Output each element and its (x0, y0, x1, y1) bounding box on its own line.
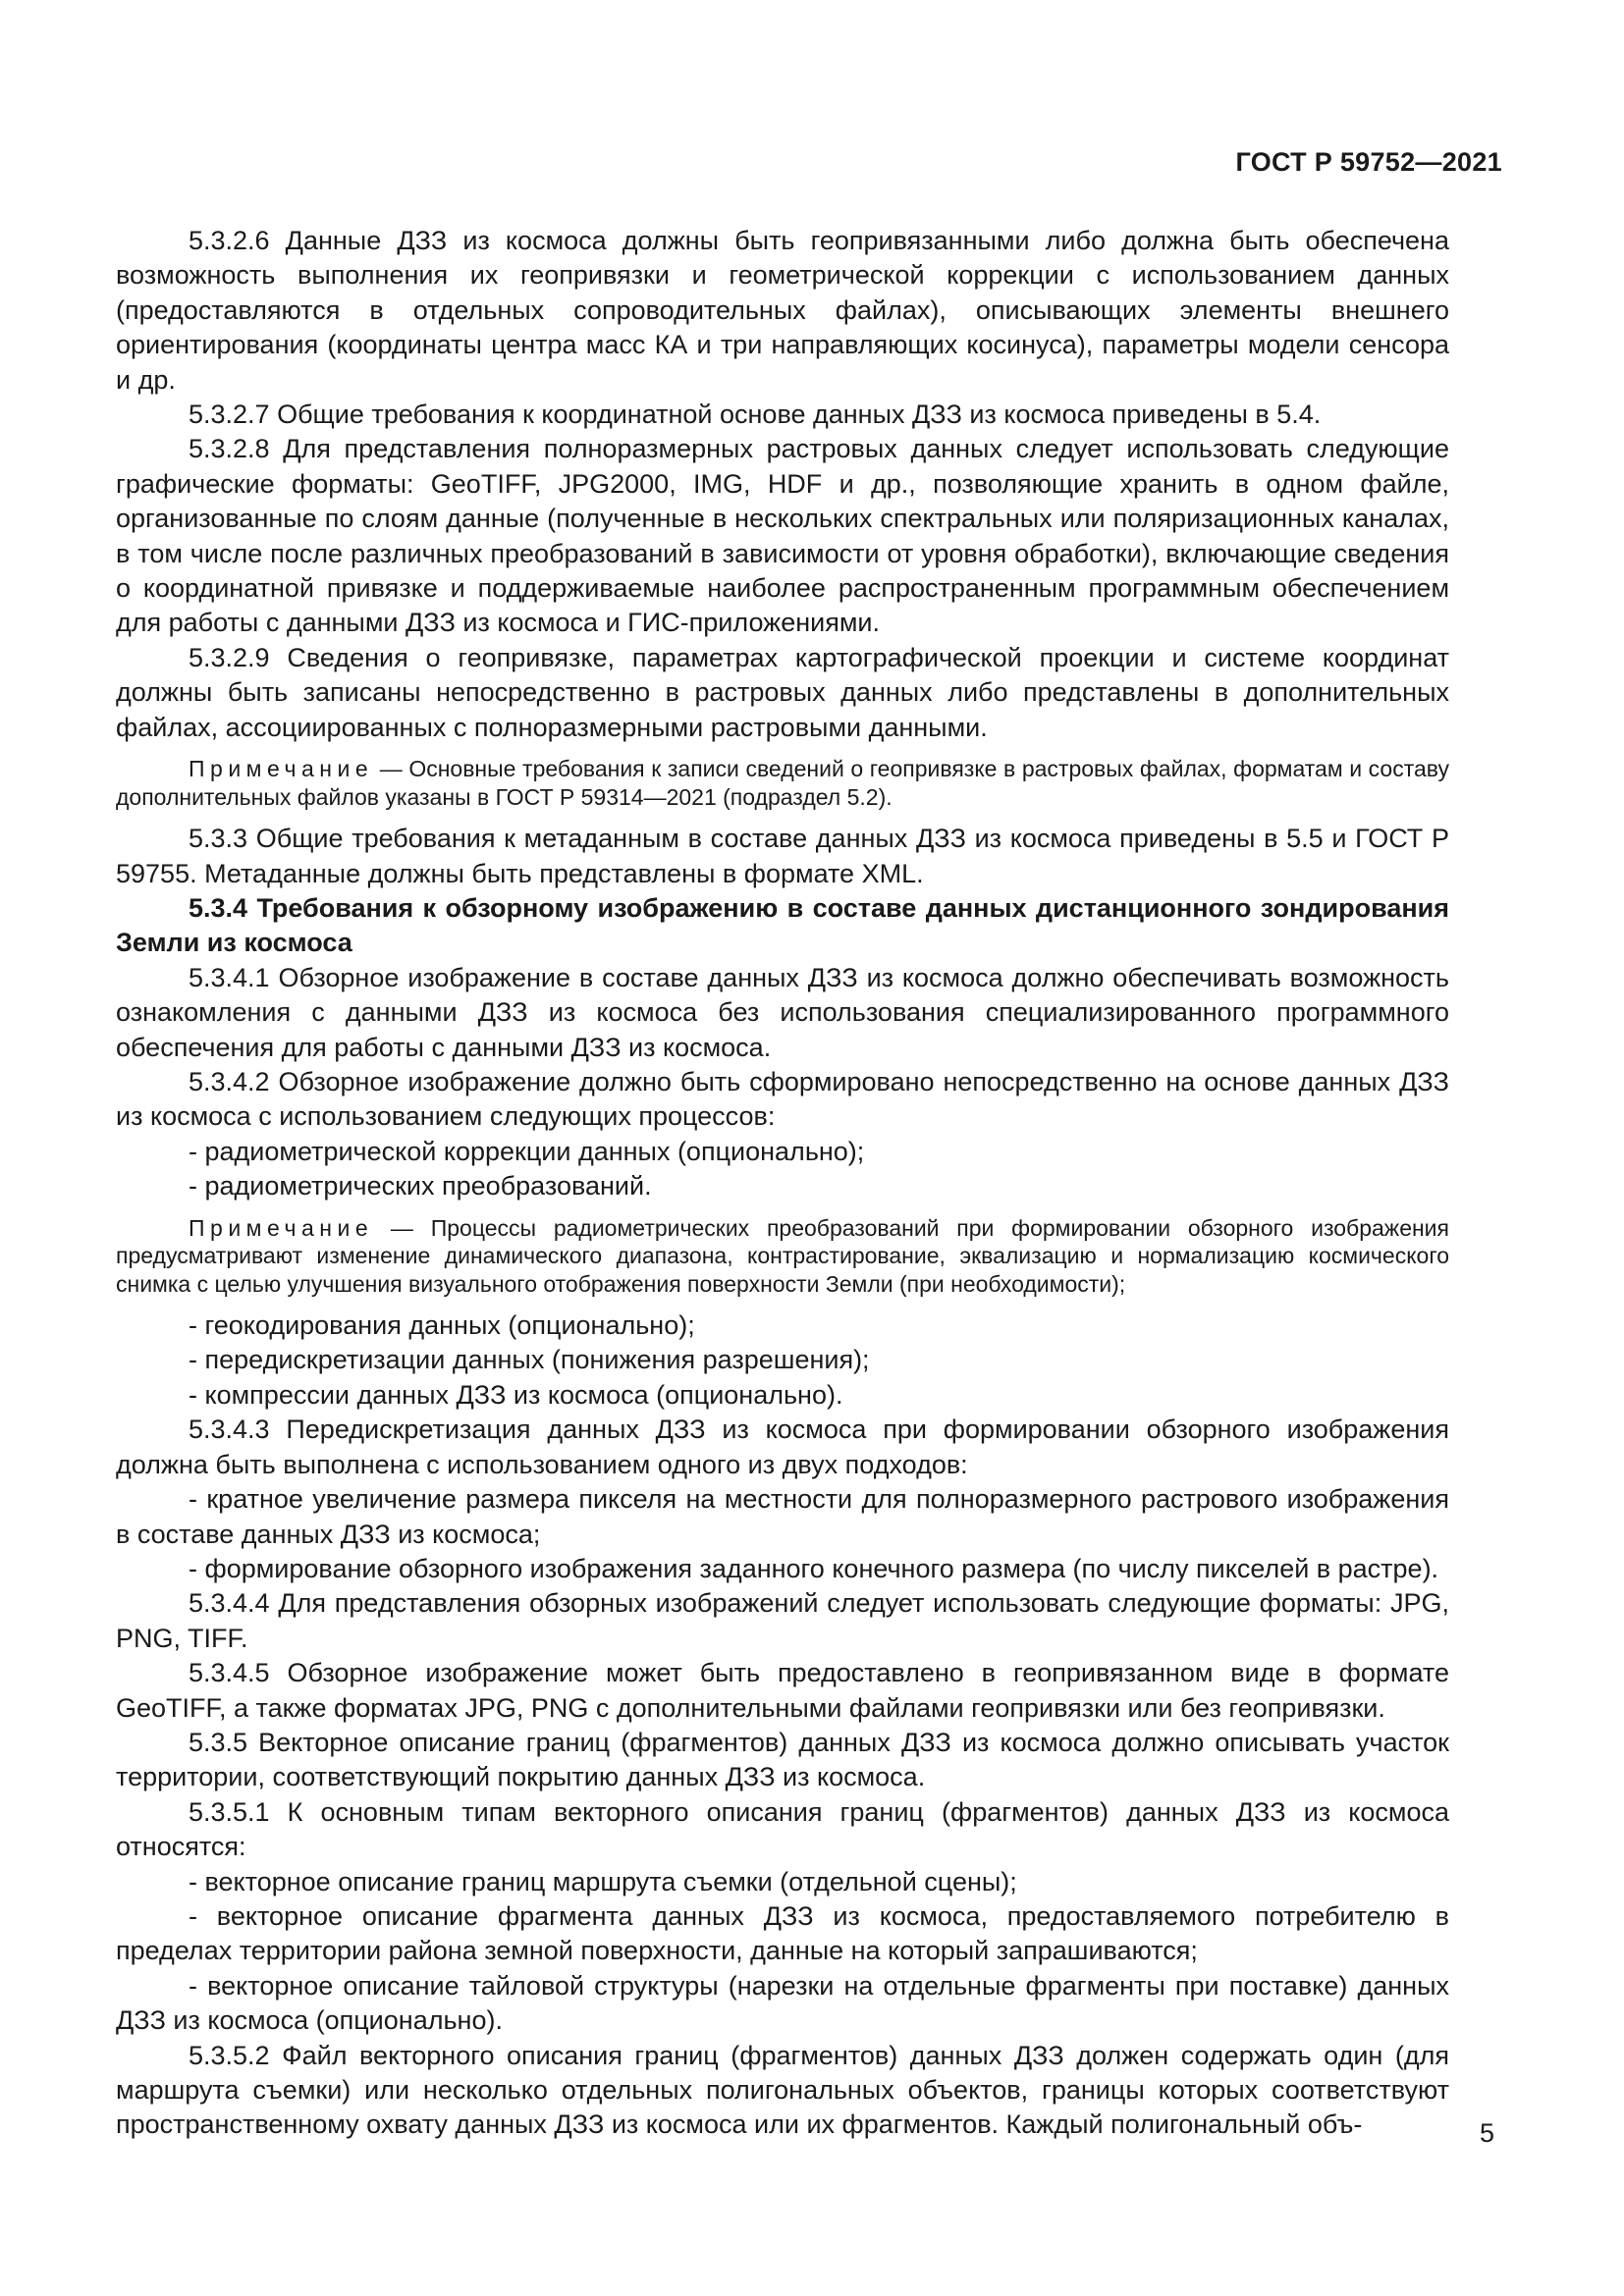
paragraph: - компрессии данных ДЗЗ из космоса (опционально). (189, 1379, 843, 1410)
paragraph: 5.3.4.4 Для представления обзорных изображений следует использовать следующие форматы: JPG, PNG, TIFF. (116, 1588, 1449, 1653)
paragraph: 5.3.5.1 К основным типам векторного описания границ (фрагментов) данных ДЗЗ из космоса относятся: (116, 1796, 1449, 1862)
paragraph: 5.3.5.2 Файл векторного описания границ (фрагментов) данных ДЗЗ должен содержать один (для маршрута съемки) или несколько отдельных полигональных объектов, границы которых соответствуют пространственному охвату данных ДЗЗ из космоса или их фрагментов. Каждый полигональный объ- (116, 2040, 1449, 2140)
paragraph: 5.3.2.6 Данные ДЗЗ из космоса должны быть геопривязанными либо должна быть обеспечена возможность выполнения их геопривязки и геометрической коррекции с использованием данных (предоставляются в отдельных сопроводительных файлах), описывающих элементы внешнего ориентирования (координаты центра масс КА и три направляющих косинуса), параметры модели сенсора и др. (116, 226, 1449, 395)
note-label: Примечание (189, 756, 374, 782)
paragraph: 5.3.5 Векторное описание границ (фрагментов) данных ДЗЗ из космоса должно описывать участок территории, соответствующий покрытию данных ДЗЗ из космоса. (116, 1727, 1449, 1792)
note-text: — Процессы радиометрических преобразований при формировании обзорного изображения предусматривают изменение динамического диапазона, контрастирование, эквализацию и нормализацию космического снимка с целью улучшения визуального отображения поверхности Земли (при необходимости); (116, 1214, 1449, 1297)
paragraph: - векторное описание фрагмента данных ДЗЗ из космоса, предоставляемого потребителю в пределах территории района земной поверхности, данные на который запрашиваются; (116, 1900, 1449, 1966)
paragraph: - радиометрических преобразований. (189, 1171, 652, 1201)
paragraph: - векторное описание границ маршрута съемки (отдельной сцены); (189, 1866, 1017, 1896)
paragraph: 5.3.2.7 Общие требования к координатной основе данных ДЗЗ из космоса приведены в 5.4. (189, 400, 1322, 430)
paragraph: 5.3.4.5 Обзорное изображение может быть предоставлено в геопривязанном виде в формате GeoTIFF, а также форматах JPG, PNG с дополнительными файлами геопривязки или без геопривязки. (116, 1658, 1449, 1723)
paragraph: 5.3.4.3 Передискретизация данных ДЗЗ из космоса при формировании обзорного изображения должна быть выполнена с использованием одного из двух подходов: (116, 1415, 1449, 1479)
document-standard-id: ГОСТ Р 59752—2021 (1235, 147, 1502, 177)
section-heading: 5.3.4 Требования к обзорному изображению в составе данных дистанционного зондирования Земли из космоса (116, 892, 1449, 958)
document-body (116, 224, 1449, 2143)
note-text: — Основные требования к записи сведений о геопривязке в растровых файлах, форматам и составу дополнительных файлов указаны в ГОСТ Р 59314—2021 (подраздел 5.2). (116, 756, 1449, 810)
paragraph: - кратное увеличение размера пикселя на местности для полноразмерного растрового изображения в составе данных ДЗЗ из космоса; (116, 1484, 1449, 1549)
paragraph: - формирование обзорного изображения заданного конечного размера (по числу пикселей в растре). (189, 1553, 1439, 1583)
page-number: 5 (1479, 2118, 1494, 2148)
paragraph: 5.3.3 Общие требования к метаданным в составе данных ДЗЗ из космоса приведены в 5.5 и ГОСТ Р 59755. Метаданные должны быть представлены в формате XML. (116, 824, 1449, 888)
paragraph: - векторное описание тайловой структуры (нарезки на отдельные фрагменты при поставке) данных ДЗЗ из космоса (опционально). (116, 1970, 1449, 2036)
note (116, 755, 1449, 811)
paragraph: - передискретизации данных (понижения разрешения); (189, 1345, 870, 1375)
note-label: Примечание (189, 1214, 374, 1241)
paragraph: - радиометрической коррекции данных (опционально); (189, 1136, 865, 1166)
paragraph: 5.3.4.1 Обзорное изображение в составе данных ДЗЗ из космоса должно обеспечивать возможность ознакомления с данными ДЗЗ из космоса без использования специализированного программного обеспечения для работы с данными ДЗЗ из космоса. (116, 962, 1449, 1062)
paragraph: 5.3.2.8 Для представления полноразмерных растровых данных следует использовать следующие графические форматы: GeoTIFF, JPG2000, IMG, HDF и др., позволяющие хранить в одном файле, организованные по слоям данные (полученные в нескольких спектральных или поляризационных каналах, в том числе после различных преобразований в зависимости от уровня обработки), включающие сведения о координатной привязке и поддерживаемые наиболее распространенным программным обеспечением для работы с данными ДЗЗ из космоса и ГИС-приложениями. (116, 434, 1449, 638)
note (116, 1214, 1449, 1299)
paragraph: 5.3.2.9 Сведения о геопривязке, параметрах картографической проекции и системе координат должны быть записаны непосредственно в растровых данных либо представлены в дополнительных файлах, ассоциированных с полноразмерными растровыми данными. (116, 642, 1449, 742)
paragraph: - геокодирования данных (опционально); (189, 1310, 695, 1341)
paragraph: 5.3.4.2 Обзорное изображение должно быть сформировано непосредственно на основе данных ДЗЗ из космоса с использованием следующих процессов: (116, 1066, 1449, 1132)
